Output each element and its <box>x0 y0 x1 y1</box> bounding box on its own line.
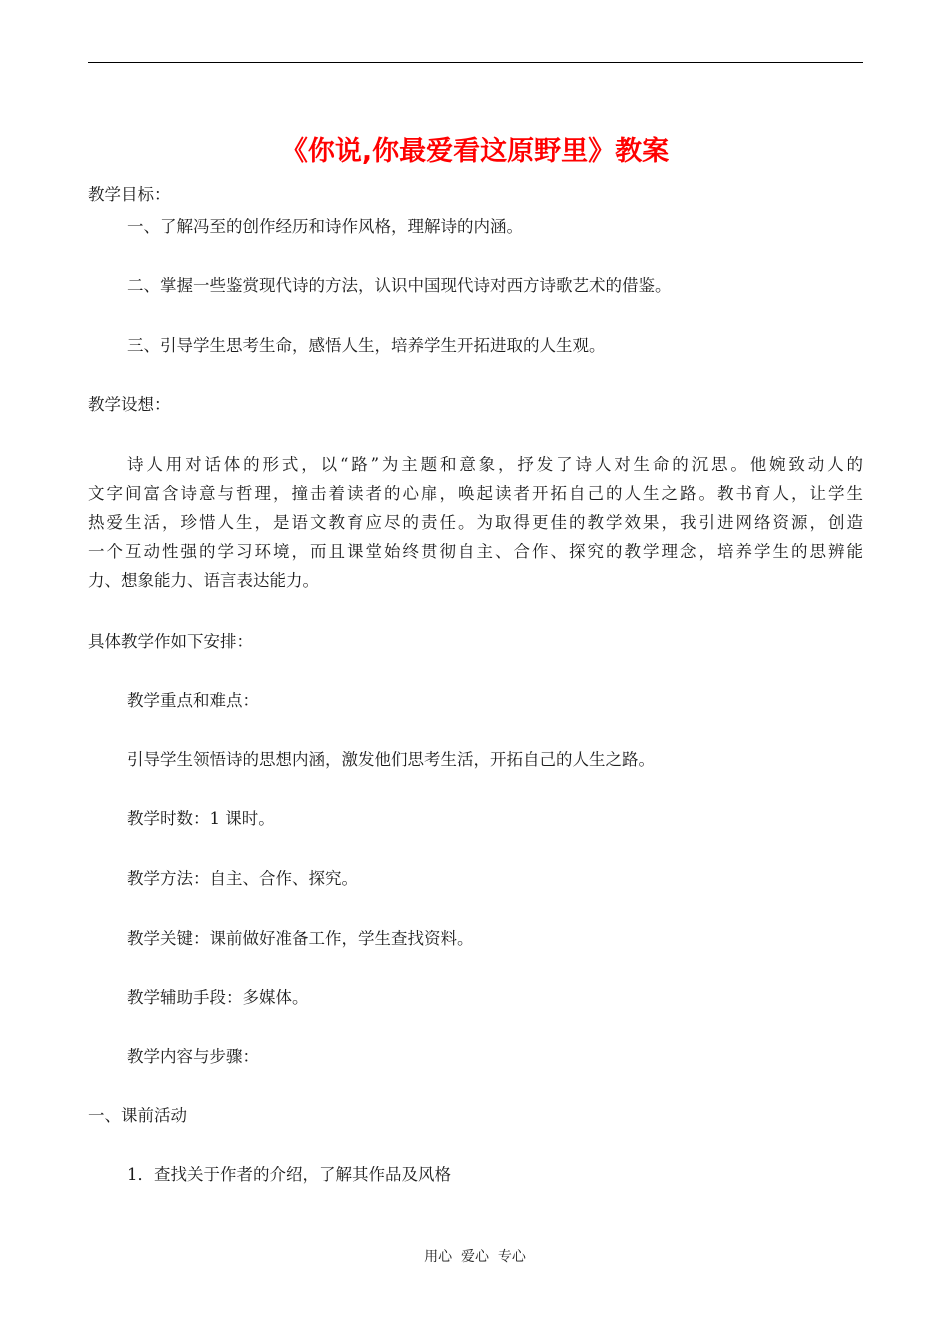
teaching-key: 教学关键：课前做好准备工作，学生查找资料。 <box>127 929 474 948</box>
design-paragraph-line: 热爱生活，珍惜人生，是语文教育应尽的责任。为取得更佳的教学效果，我引进网络资源，创造 <box>88 513 863 532</box>
key-points-heading: 教学重点和难点： <box>127 691 259 710</box>
step-one: 1．查找关于作者的介绍，了解其作品及风格 <box>127 1165 451 1184</box>
page-footer: 用心 爱心 专心 <box>424 1249 526 1265</box>
arrangement-heading: 具体教学作如下安排： <box>88 632 253 651</box>
design-paragraph-line: 力、想象能力、语言表达能力。 <box>88 571 319 590</box>
objectives-heading: 教学目标： <box>88 185 171 204</box>
document-title: 《你说,你最爱看这原野里》教案 <box>280 136 670 167</box>
header-rule <box>88 62 863 63</box>
design-paragraph-line: 文字间富含诗意与哲理，撞击着读者的心扉，唤起读者开拓自己的人生之路。教书育人，让学生 <box>88 484 863 503</box>
design-heading: 教学设想： <box>88 395 171 414</box>
teaching-aids: 教学辅助手段：多媒体。 <box>127 988 309 1007</box>
section-one-heading: 一、课前活动 <box>88 1106 187 1125</box>
objective-item-1: 一、了解冯至的创作经历和诗作风格，理解诗的内涵。 <box>127 217 523 236</box>
content-heading: 教学内容与步骤： <box>127 1047 259 1066</box>
design-paragraph-line: 诗人用对话体的形式，以“路”为主题和意象，抒发了诗人对生命的沉思。他婉致动人的 <box>127 455 863 474</box>
design-paragraph <box>88 450 863 595</box>
class-hours: 教学时数：1 课时。 <box>127 809 275 828</box>
key-points-text: 引导学生领悟诗的思想内涵，激发他们思考生活，开拓自己的人生之路。 <box>127 750 655 769</box>
design-paragraph-line: 一个互动性强的学习环境，而且课堂始终贯彻自主、合作、探究的教学理念，培养学生的思辨能 <box>88 542 863 561</box>
objective-item-3: 三、引导学生思考生命，感悟人生，培养学生开拓进取的人生观。 <box>127 336 606 355</box>
teaching-methods: 教学方法：自主、合作、探究。 <box>127 869 358 888</box>
objective-item-2: 二、掌握一些鉴赏现代诗的方法，认识中国现代诗对西方诗歌艺术的借鉴。 <box>127 276 672 295</box>
